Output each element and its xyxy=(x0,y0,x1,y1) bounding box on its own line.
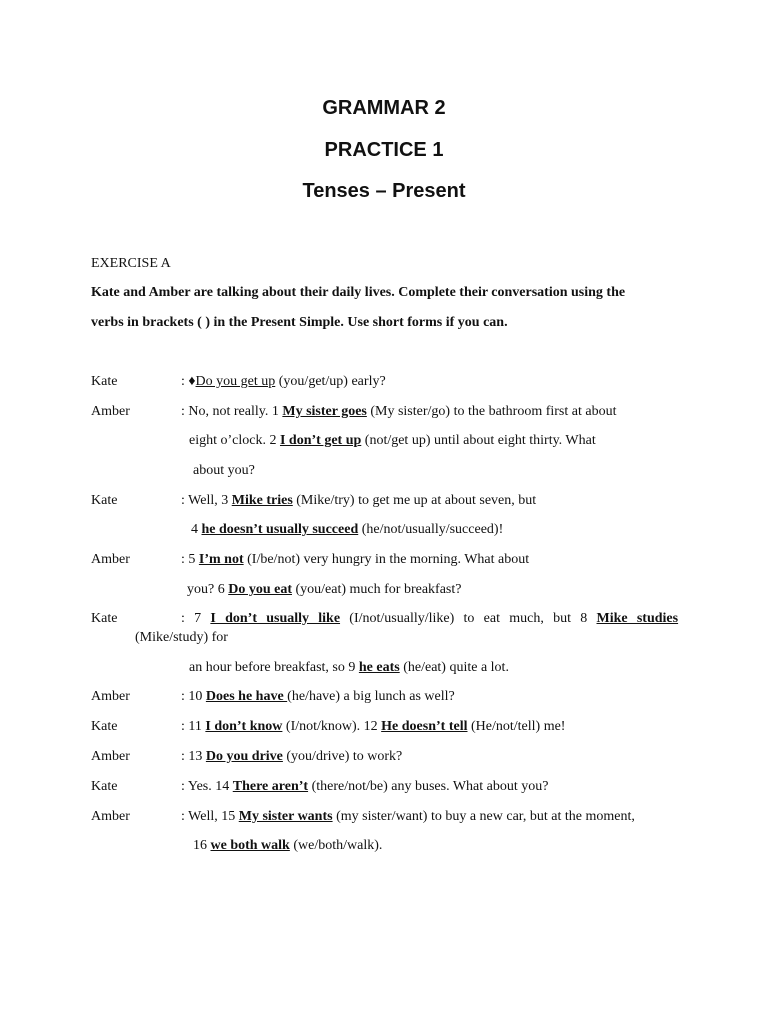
line-text: 4 xyxy=(191,522,202,537)
speaker-amber: Amber xyxy=(91,552,130,567)
line-text: (I/not/know). 12 xyxy=(282,719,382,734)
dialogue-line: (Mike/study) for xyxy=(135,630,228,645)
answer-6: Do you eat xyxy=(228,582,292,597)
line-text: (we/both/walk). xyxy=(289,838,383,853)
answer-14: There aren’t xyxy=(232,779,309,794)
dialogue-line xyxy=(181,748,402,766)
answer-11: I don’t know xyxy=(205,719,283,734)
worksheet-title: GRAMMAR 2 xyxy=(322,97,446,119)
line-text: : Well, 15 xyxy=(181,809,239,824)
dialogue-line xyxy=(181,551,529,569)
instruction-line-1: Kate and Amber are talking about their daily lives. Complete their conversation using the xyxy=(91,285,626,300)
exercise-heading: EXERCISE A xyxy=(91,256,171,271)
line-text: (he/not/usually/succeed)! xyxy=(358,522,504,537)
line-text: 16 xyxy=(193,838,211,853)
line-text: (you/get/up) early? xyxy=(275,374,386,389)
speaker-kate: Kate xyxy=(91,493,118,508)
line-text: an hour before breakfast, so 9 xyxy=(189,660,359,675)
line-text: (there/not/be) any buses. What about you? xyxy=(308,779,549,794)
answer-16: we both walk xyxy=(210,838,290,853)
dialogue-line xyxy=(181,808,635,826)
line-text: (he/eat) quite a lot. xyxy=(399,660,509,675)
topic-title: Tenses – Present xyxy=(302,180,466,202)
line-text: eight o’clock. 2 xyxy=(189,433,280,448)
speaker-kate: Kate xyxy=(91,374,118,389)
answer-7: I don’t usually like xyxy=(210,611,341,626)
dialogue-line xyxy=(189,432,596,450)
line-text: much, xyxy=(509,611,544,626)
line-text: (Mike/try) to get me up at about seven, but xyxy=(292,493,537,508)
instruction-line-2: verbs in brackets ( ) in the Present Simple. Use short forms if you can. xyxy=(91,315,508,330)
line-text: 7 xyxy=(194,611,202,626)
line-text: to xyxy=(463,611,475,626)
line-text: : 10 xyxy=(181,689,206,704)
dialogue-line xyxy=(191,521,503,539)
answer-2: I don’t get up xyxy=(279,433,362,448)
line-text: (you/drive) to work? xyxy=(282,749,403,764)
line-text: (My sister/go) to the bathroom first at about xyxy=(366,404,617,419)
line-text: eat xyxy=(483,611,500,626)
line-text: : No, not really. 1 xyxy=(181,404,283,419)
line-text: you? 6 xyxy=(187,582,229,597)
answer-12: He doesn’t tell xyxy=(381,719,468,734)
answer-1: My sister goes xyxy=(282,404,367,419)
line-text: 8 xyxy=(580,611,588,626)
dialogue-line xyxy=(181,718,565,736)
example-answer: Do you get up xyxy=(195,374,276,389)
line-text: : xyxy=(181,611,185,626)
answer-3: Mike tries xyxy=(231,493,293,508)
answer-10: Does he have xyxy=(205,689,288,704)
dialogue-line xyxy=(181,373,386,391)
speaker-kate: Kate xyxy=(91,779,118,794)
answer-13: Do you drive xyxy=(205,749,283,764)
line-text: (my sister/want) to buy a new car, but at the moment, xyxy=(332,809,635,824)
answer-5: I’m not xyxy=(198,552,244,567)
line-text: : Well, 3 xyxy=(181,493,232,508)
line-text: (He/not/tell) me! xyxy=(467,719,566,734)
dialogue-line xyxy=(187,581,461,599)
speaker-amber: Amber xyxy=(91,689,130,704)
dialogue-line xyxy=(181,688,455,706)
answer-15: My sister wants xyxy=(238,809,333,824)
speaker-amber: Amber xyxy=(91,749,130,764)
line-text: (he/have) a big lunch as well? xyxy=(287,689,455,704)
line-text: : 13 xyxy=(181,749,206,764)
line-text: (you/eat) much for breakfast? xyxy=(292,582,462,597)
line-text: : Yes. 14 xyxy=(181,779,233,794)
dialogue-line xyxy=(189,659,509,677)
speaker-kate: Kate xyxy=(91,719,118,734)
speaker-amber: Amber xyxy=(91,404,130,419)
dialogue-line xyxy=(181,403,616,421)
line-text: but xyxy=(553,611,571,626)
speaker-kate: Kate xyxy=(91,611,118,626)
line-text: (I/not/usually/like) xyxy=(349,611,455,626)
line-text: : 5 xyxy=(181,552,199,567)
answer-9: he eats xyxy=(358,660,400,675)
speaker-amber: Amber xyxy=(91,809,130,824)
line-text: (I/be/not) very hungry in the morning. What about xyxy=(243,552,530,567)
dialogue-line xyxy=(181,492,536,510)
practice-title: PRACTICE 1 xyxy=(324,139,444,161)
dialogue-line xyxy=(181,778,548,796)
line-text: : 11 xyxy=(181,719,206,734)
answer-8: Mike studies xyxy=(596,611,679,626)
line-text: (not/get up) until about eight thirty. What xyxy=(361,433,596,448)
answer-4: he doesn’t usually succeed xyxy=(201,522,359,537)
line-text: : ♦ xyxy=(181,374,196,389)
dialogue-line: about you? xyxy=(193,463,255,478)
dialogue-line xyxy=(193,837,382,855)
dialogue-line xyxy=(181,610,678,628)
